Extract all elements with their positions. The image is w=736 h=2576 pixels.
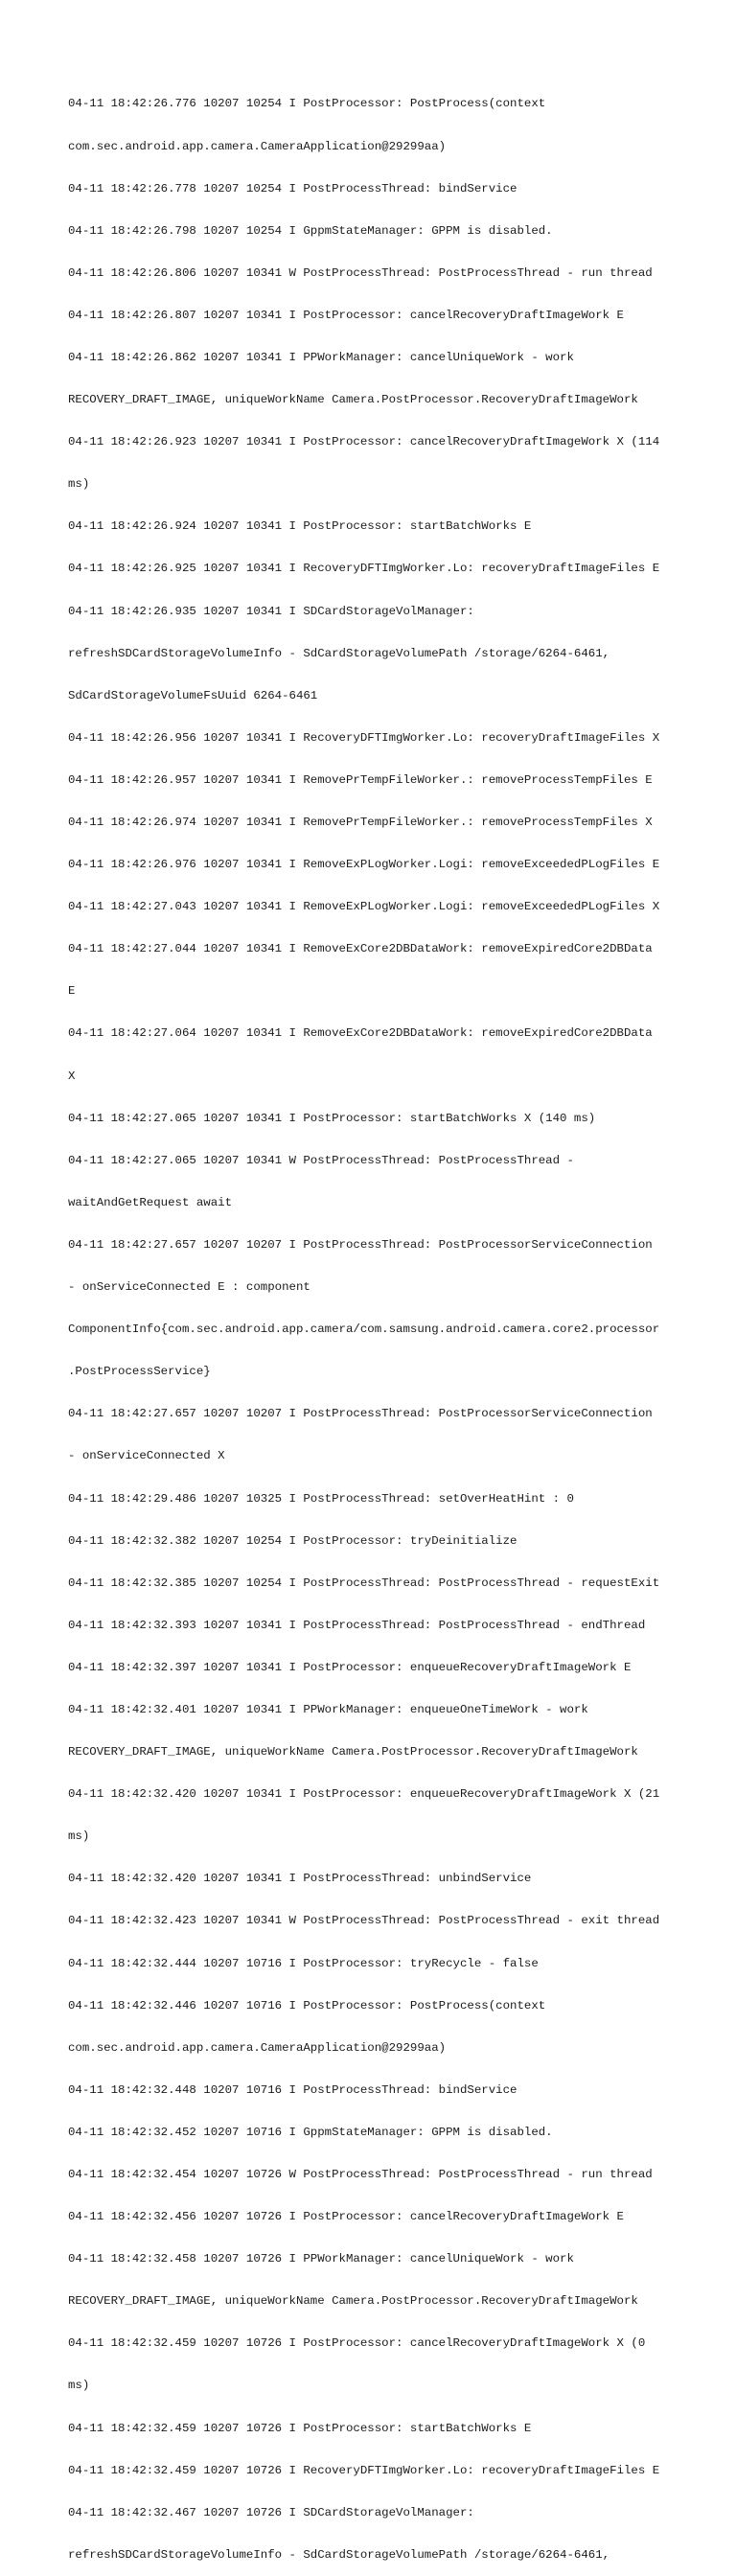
log-line: 04-11 18:42:27.043 10207 10341 I RemoveExPLogWorker.Logi: removeExceededPLogFiles X (68, 900, 660, 914)
log-line: 04-11 18:42:32.448 10207 10716 I PostProcessThread: bindService (68, 2082, 518, 2097)
log-line: 04-11 18:42:32.446 10207 10716 I PostProcessor: PostProcess(context (68, 1998, 546, 2012)
log-line: RECOVERY_DRAFT_IMAGE, uniqueWorkName Camera.PostProcessor.RecoveryDraftImageWork (68, 2294, 638, 2309)
log-line: 04-11 18:42:26.806 10207 10341 W PostProcessThread: PostProcessThread - run thread (68, 265, 653, 280)
log-line: 04-11 18:42:27.065 10207 10341 W PostProcessThread: PostProcessThread - (68, 1153, 574, 1167)
log-line: 04-11 18:42:32.382 10207 10254 I PostProcessor: tryDeinitialize (68, 1533, 518, 1548)
log-line: .PostProcessService} (68, 1365, 211, 1379)
log-line: 04-11 18:42:32.459 10207 10726 I PostProcessor: startBatchWorks E (68, 2421, 532, 2435)
log-line: X (68, 1069, 76, 1083)
log-line: 04-11 18:42:32.459 10207 10726 I PostProcessor: cancelRecoveryDraftImageWork X (0 (68, 2336, 646, 2351)
log-line: 04-11 18:42:27.064 10207 10341 I RemoveExCore2DBDataWork: removeExpiredCore2DBData (68, 1026, 653, 1041)
log-line: 04-11 18:42:26.925 10207 10341 I RecoveryDFTImgWorker.Lo: recoveryDraftImageFiles E (68, 562, 660, 576)
log-line: 04-11 18:42:32.385 10207 10254 I PostProcessThread: PostProcessThread - requestExit (68, 1576, 660, 1590)
log-line: RECOVERY_DRAFT_IMAGE, uniqueWorkName Camera.PostProcessor.RecoveryDraftImageWork (68, 1745, 638, 1760)
log-line: 04-11 18:42:26.957 10207 10341 I RemovePrTempFileWorker.: removeProcessTempFiles E (68, 772, 653, 787)
log-line: 04-11 18:42:26.807 10207 10341 I PostProcessor: cancelRecoveryDraftImageWork E (68, 308, 624, 322)
log-line: 04-11 18:42:27.657 10207 10207 I PostProcessThread: PostProcessorServiceConnection (68, 1237, 653, 1252)
log-line: 04-11 18:42:26.778 10207 10254 I PostProcessThread: bindService (68, 181, 518, 196)
log-line: 04-11 18:42:32.397 10207 10341 I PostProcessor: enqueueRecoveryDraftImageWork E (68, 1660, 632, 1674)
log-line: 04-11 18:42:26.862 10207 10341 I PPWorkManager: cancelUniqueWork - work (68, 350, 574, 364)
log-line: 04-11 18:42:27.044 10207 10341 I RemoveExCore2DBDataWork: removeExpiredCore2DBData (68, 942, 653, 956)
log-line: waitAndGetRequest await (68, 1195, 233, 1209)
log-line: 04-11 18:42:26.976 10207 10341 I RemoveExPLogWorker.Logi: removeExceededPLogFiles E (68, 858, 660, 872)
log-line: 04-11 18:42:32.420 10207 10341 I PostProcessThread: unbindService (68, 1872, 532, 1886)
log-line: 04-11 18:42:32.456 10207 10726 I PostProcessor: cancelRecoveryDraftImageWork E (68, 2210, 624, 2224)
log-line: 04-11 18:42:26.956 10207 10341 I RecoveryDFTImgWorker.Lo: recoveryDraftImageFiles X (68, 730, 660, 745)
log-line: 04-11 18:42:27.065 10207 10341 I PostProcessor: startBatchWorks X (140 ms) (68, 1111, 596, 1125)
log-line: - onServiceConnected X (68, 1449, 225, 1463)
log-line: E (68, 984, 76, 999)
log-line: 04-11 18:42:32.452 10207 10716 I GppmStateManager: GPPM is disabled. (68, 2125, 553, 2139)
log-line: 04-11 18:42:26.924 10207 10341 I PostProcessor: startBatchWorks E (68, 519, 532, 534)
log-line: ms) (68, 1829, 90, 1844)
log-line: 04-11 18:42:26.798 10207 10254 I GppmStateManager: GPPM is disabled. (68, 223, 553, 238)
log-line: com.sec.android.app.camera.CameraApplication@29299aa) (68, 2040, 447, 2055)
log-line: 04-11 18:42:26.923 10207 10341 I PostProcessor: cancelRecoveryDraftImageWork X (114 (68, 435, 660, 449)
log-line: com.sec.android.app.camera.CameraApplication@29299aa) (68, 139, 447, 153)
log-line: 04-11 18:42:32.423 10207 10341 W PostProcessThread: PostProcessThread - exit thread (68, 1914, 660, 1928)
log-line: refreshSDCardStorageVolumeInfo - SdCardStorageVolumePath /storage/6264-6461, (68, 2547, 610, 2562)
log-line: 04-11 18:42:32.420 10207 10341 I PostProcessor: enqueueRecoveryDraftImageWork X (21 (68, 1787, 660, 1802)
log-line: 04-11 18:42:26.776 10207 10254 I PostProcessor: PostProcess(context (68, 97, 546, 111)
log-line: 04-11 18:42:32.401 10207 10341 I PPWorkManager: enqueueOneTimeWork - work (68, 1702, 588, 1716)
log-line: 04-11 18:42:29.486 10207 10325 I PostProcessThread: setOverHeatHint : 0 (68, 1491, 574, 1506)
log-line: SdCardStorageVolumeFsUuid 6264-6461 (68, 688, 318, 702)
log-line: ms) (68, 2379, 90, 2393)
log-text-block (68, 69, 681, 2576)
log-line: RECOVERY_DRAFT_IMAGE, uniqueWorkName Camera.PostProcessor.RecoveryDraftImageWork (68, 393, 638, 407)
log-line: - onServiceConnected E : component (68, 1280, 310, 1295)
log-line: ComponentInfo{com.sec.android.app.camera/com.samsung.android.camera.core2.processor (68, 1322, 660, 1337)
log-line: 04-11 18:42:32.467 10207 10726 I SDCardStorageVolManager: (68, 2505, 474, 2519)
log-line: refreshSDCardStorageVolumeInfo - SdCardStorageVolumePath /storage/6264-6461, (68, 646, 610, 660)
log-line: 04-11 18:42:27.657 10207 10207 I PostProcessThread: PostProcessorServiceConnection (68, 1407, 653, 1421)
log-line: 04-11 18:42:26.974 10207 10341 I RemovePrTempFileWorker.: removeProcessTempFiles X (68, 816, 653, 829)
log-line: 04-11 18:42:32.458 10207 10726 I PPWorkManager: cancelUniqueWork - work (68, 2252, 574, 2266)
log-line: 04-11 18:42:32.459 10207 10726 I RecoveryDFTImgWorker.Lo: recoveryDraftImageFiles E (68, 2463, 660, 2477)
log-line: 04-11 18:42:32.454 10207 10726 W PostProcessThread: PostProcessThread - run thread (68, 2168, 653, 2181)
log-line: 04-11 18:42:32.393 10207 10341 I PostProcessThread: PostProcessThread - endThread (68, 1618, 646, 1632)
log-line: ms) (68, 477, 90, 492)
log-line: 04-11 18:42:26.935 10207 10341 I SDCardStorageVolManager: (68, 604, 474, 618)
log-line: 04-11 18:42:32.444 10207 10716 I PostProcessor: tryRecycle - false (68, 1956, 539, 1970)
